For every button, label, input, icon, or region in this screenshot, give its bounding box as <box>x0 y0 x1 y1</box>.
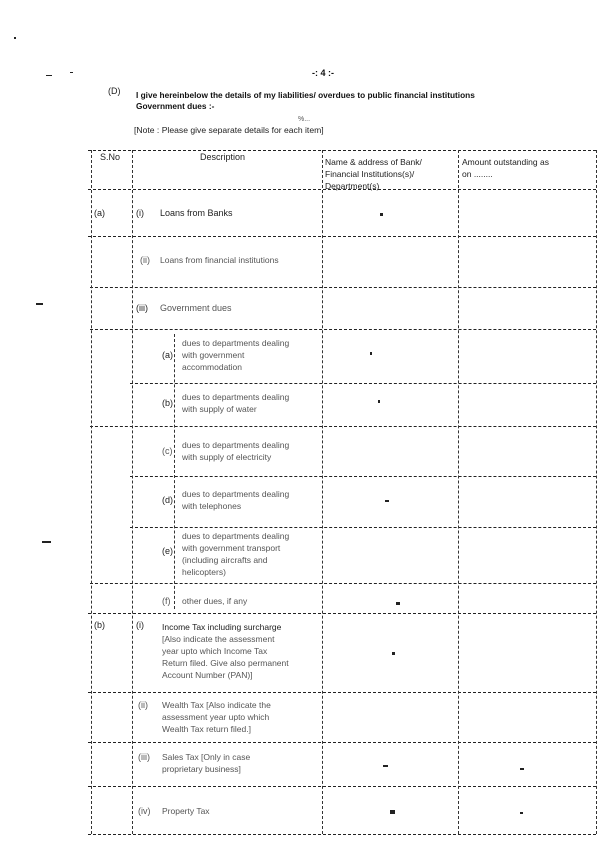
row-rule <box>88 692 596 693</box>
row-text: helicopters) <box>182 567 226 577</box>
row-text: [Also indicate the assessment <box>162 634 275 644</box>
row-text: Income Tax including surcharge <box>162 622 282 632</box>
scan-speck <box>70 72 73 73</box>
row-text: with supply of water <box>182 404 257 414</box>
sub-col-rule <box>174 334 175 609</box>
row-text: Property Tax <box>162 806 210 816</box>
col-rule-left <box>91 150 92 834</box>
row-sno: (b) <box>94 620 105 630</box>
row-text: Wealth Tax return filed.] <box>162 724 251 734</box>
row-rule <box>90 287 596 288</box>
header-description: Description <box>200 152 246 162</box>
row-rule <box>88 236 596 237</box>
row-num: (iii) <box>138 752 150 762</box>
row-text: proprietary business] <box>162 764 241 774</box>
row-text: Sales Tax [Only in case <box>162 752 251 762</box>
row-sub: (c) <box>162 446 173 456</box>
blank-mark <box>390 810 395 814</box>
row-sub: (f) <box>162 596 171 606</box>
row-text: accommodation <box>182 362 243 372</box>
row-text: with supply of electricity <box>182 452 272 462</box>
row-num: (ii) <box>138 700 148 710</box>
scan-speck <box>42 541 51 543</box>
row-num: (i) <box>136 620 144 630</box>
row-text: dues to departments dealing <box>182 440 290 450</box>
blank-mark <box>385 500 389 502</box>
header-name-line-1: Name & address of Bank/ <box>325 157 422 167</box>
col-rule-right <box>596 150 597 834</box>
row-text: with government transport <box>182 543 281 553</box>
blank-mark <box>520 768 524 770</box>
row-text: Return filed. Give also permanent <box>162 658 289 668</box>
table-bottom-rule <box>88 834 596 835</box>
row-rule <box>90 426 596 427</box>
row-num: (iii) <box>136 303 148 313</box>
stray-mark: %... <box>298 116 311 123</box>
row-text: dues to departments dealing <box>182 531 290 541</box>
table-top-rule <box>88 150 596 151</box>
row-rule <box>88 613 596 614</box>
row-num: (iv) <box>138 806 151 816</box>
row-text: assessment year upto which <box>162 712 270 722</box>
row-rule <box>90 329 596 330</box>
col-rule-sno <box>132 150 133 834</box>
row-sub: (a) <box>162 350 173 360</box>
row-text: dues to departments dealing <box>182 338 290 348</box>
row-text: year upto which Income Tax <box>162 646 268 656</box>
row-text: with government <box>182 350 245 360</box>
blank-mark <box>396 602 400 605</box>
row-text: (including aircrafts and <box>182 555 268 565</box>
header-name-line-3: Department(s) <box>325 181 380 191</box>
row-text: Loans from financial institutions <box>160 255 279 265</box>
row-text: dues to departments dealing <box>182 489 290 499</box>
scan-speck <box>36 303 43 305</box>
scan-speck <box>46 75 52 76</box>
row-text: Loans from Banks <box>160 208 233 218</box>
scan-speck <box>14 37 16 39</box>
blank-mark <box>392 652 395 655</box>
row-rule <box>130 476 596 477</box>
row-text: dues to departments dealing <box>182 392 290 402</box>
page-number: -: 4 :- <box>312 68 334 78</box>
row-sub: (b) <box>162 398 173 408</box>
blank-mark <box>380 213 383 216</box>
blank-mark <box>520 812 523 814</box>
row-rule <box>88 742 596 743</box>
row-text: with telephones <box>182 501 242 511</box>
row-text: Account Number (PAN)] <box>162 670 253 680</box>
row-sub: (e) <box>162 546 173 556</box>
section-marker: (D) <box>108 86 121 96</box>
row-rule <box>88 786 596 787</box>
blank-mark <box>378 400 380 403</box>
row-sub: (d) <box>162 495 173 505</box>
row-text: Government dues <box>160 303 232 313</box>
intro-line-2: Government dues :- <box>136 101 215 111</box>
intro-line-1: I give hereinbelow the details of my liabilities/ overdues to public financial institutions <box>136 90 475 100</box>
header-amount-line-1: Amount outstanding as <box>462 157 549 167</box>
header-sno: S.No <box>100 152 121 162</box>
row-rule <box>130 527 596 528</box>
header-name-line-2: Financial Institutions(s)/ <box>325 169 415 179</box>
blank-mark <box>383 765 388 767</box>
row-text: Wealth Tax [Also indicate the <box>162 700 271 710</box>
col-rule-desc <box>322 150 323 834</box>
row-num: (i) <box>136 208 144 218</box>
header-amount-line-2: on ........ <box>462 169 493 179</box>
row-rule <box>130 383 596 384</box>
row-sno: (a) <box>94 208 105 218</box>
row-num: (ii) <box>140 255 150 265</box>
blank-mark <box>370 352 372 355</box>
row-text: other dues, if any <box>182 596 248 606</box>
note: [Note : Please give separate details for each item] <box>134 125 324 135</box>
col-rule-name <box>458 150 459 834</box>
row-rule <box>90 583 596 584</box>
